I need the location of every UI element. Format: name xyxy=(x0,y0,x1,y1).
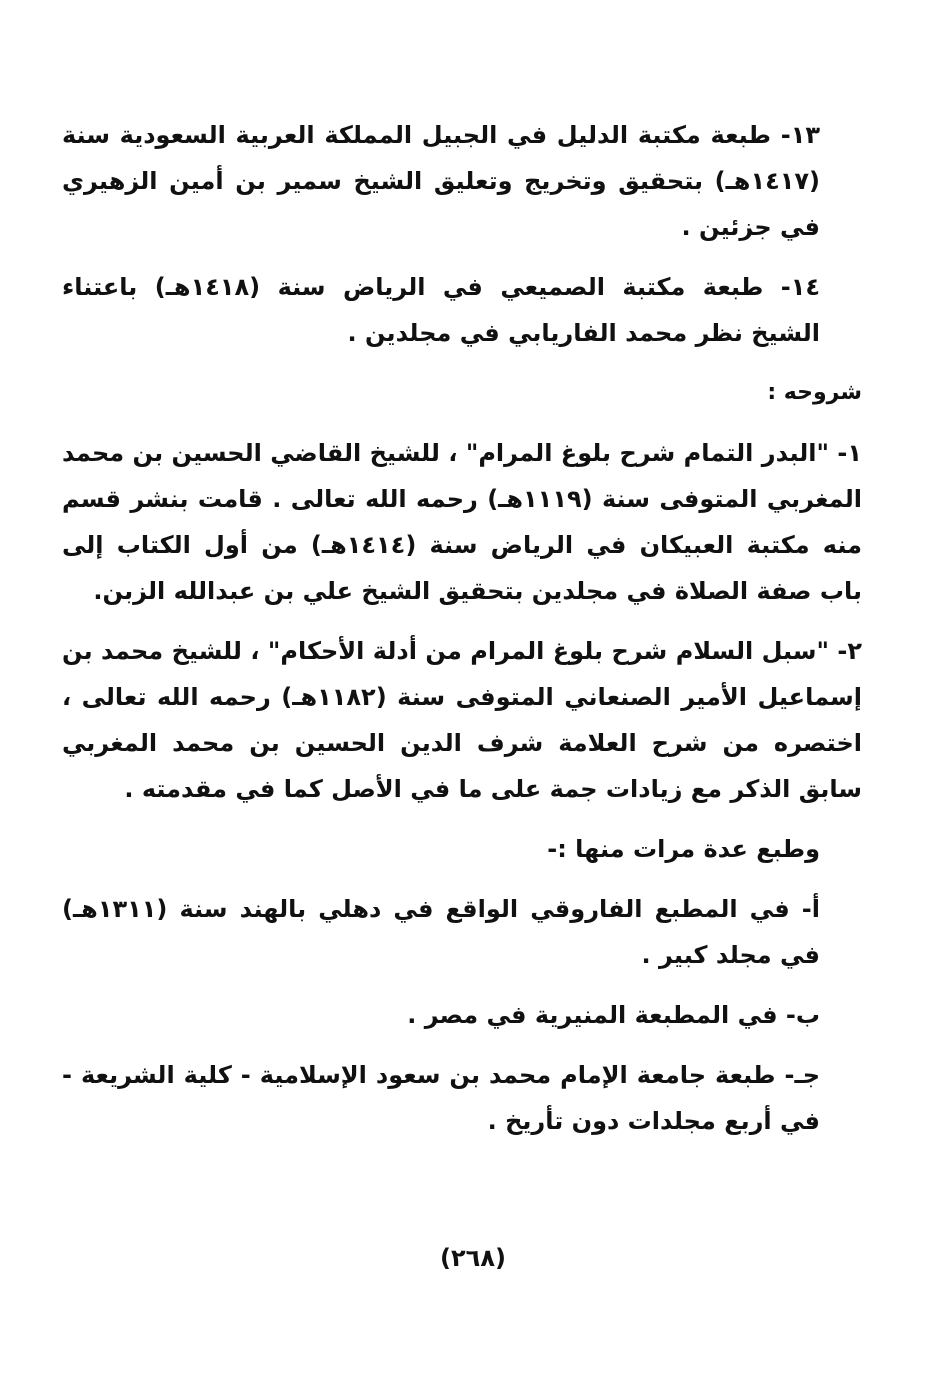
section-heading: شروحه : xyxy=(767,380,862,405)
edition-c: جـ- طبعة جامعة الإمام محمد بن سعود الإسلامية - كلية الشريعة - في أربع مجلدات دون تأريخ . xyxy=(62,1061,820,1135)
commentary-1: ١- "البدر التمام شرح بلوغ المرام" ، للشيخ القاضي الحسين بن محمد المغربي المتوفى سنة (١١١٩هـ) رحمه الله تعالى . قامت بنشر قسم منه مكتبة العبيكان في الرياض سنة (١٤١٤هـ) من أول الكتاب إلى باب صفة الصلاة في مجلدين بتحقيق الشيخ علي بن عبدالله الزبن. xyxy=(62,439,862,605)
page-number: (٢٦٨) xyxy=(440,1244,506,1272)
edition-b: ب- في المطبعة المنيرية في مصر . xyxy=(407,1001,820,1029)
commentary-2: ٢- "سبل السلام شرح بلوغ المرام من أدلة الأحكام" ، للشيخ محمد بن إسماعيل الأمير الصنعاني المتوفى سنة (١١٨٢هـ) رحمه الله تعالى ، اختصره من شرح العلامة شرف الدين الحسين بن محمد المغربي سابق الذكر مع زيادات جمة على ما في الأصل كما في مقدمته . xyxy=(62,637,863,803)
paragraph-13: ١٣- طبعة مكتبة الدليل في الجبيل المملكة العربية السعودية سنة (١٤١٧هـ) بتحقيق وتخريج وتعليق الشيخ سمير بن أمين الزهيري في جزئين . xyxy=(62,121,820,241)
document-body xyxy=(62,112,862,1144)
paragraph-14: ١٤- طبعة مكتبة الصميعي في الرياض سنة (١٤١٨هـ) باعتناء الشيخ نظر محمد الفاريابي في مجلدين . xyxy=(62,273,820,347)
printed-editions-intro: وطبع عدة مرات منها :- xyxy=(547,835,820,863)
edition-a: أ- في المطبع الفاروقي الواقع في دهلي بالهند سنة (١٣١١هـ) في مجلد كبير . xyxy=(62,895,820,969)
